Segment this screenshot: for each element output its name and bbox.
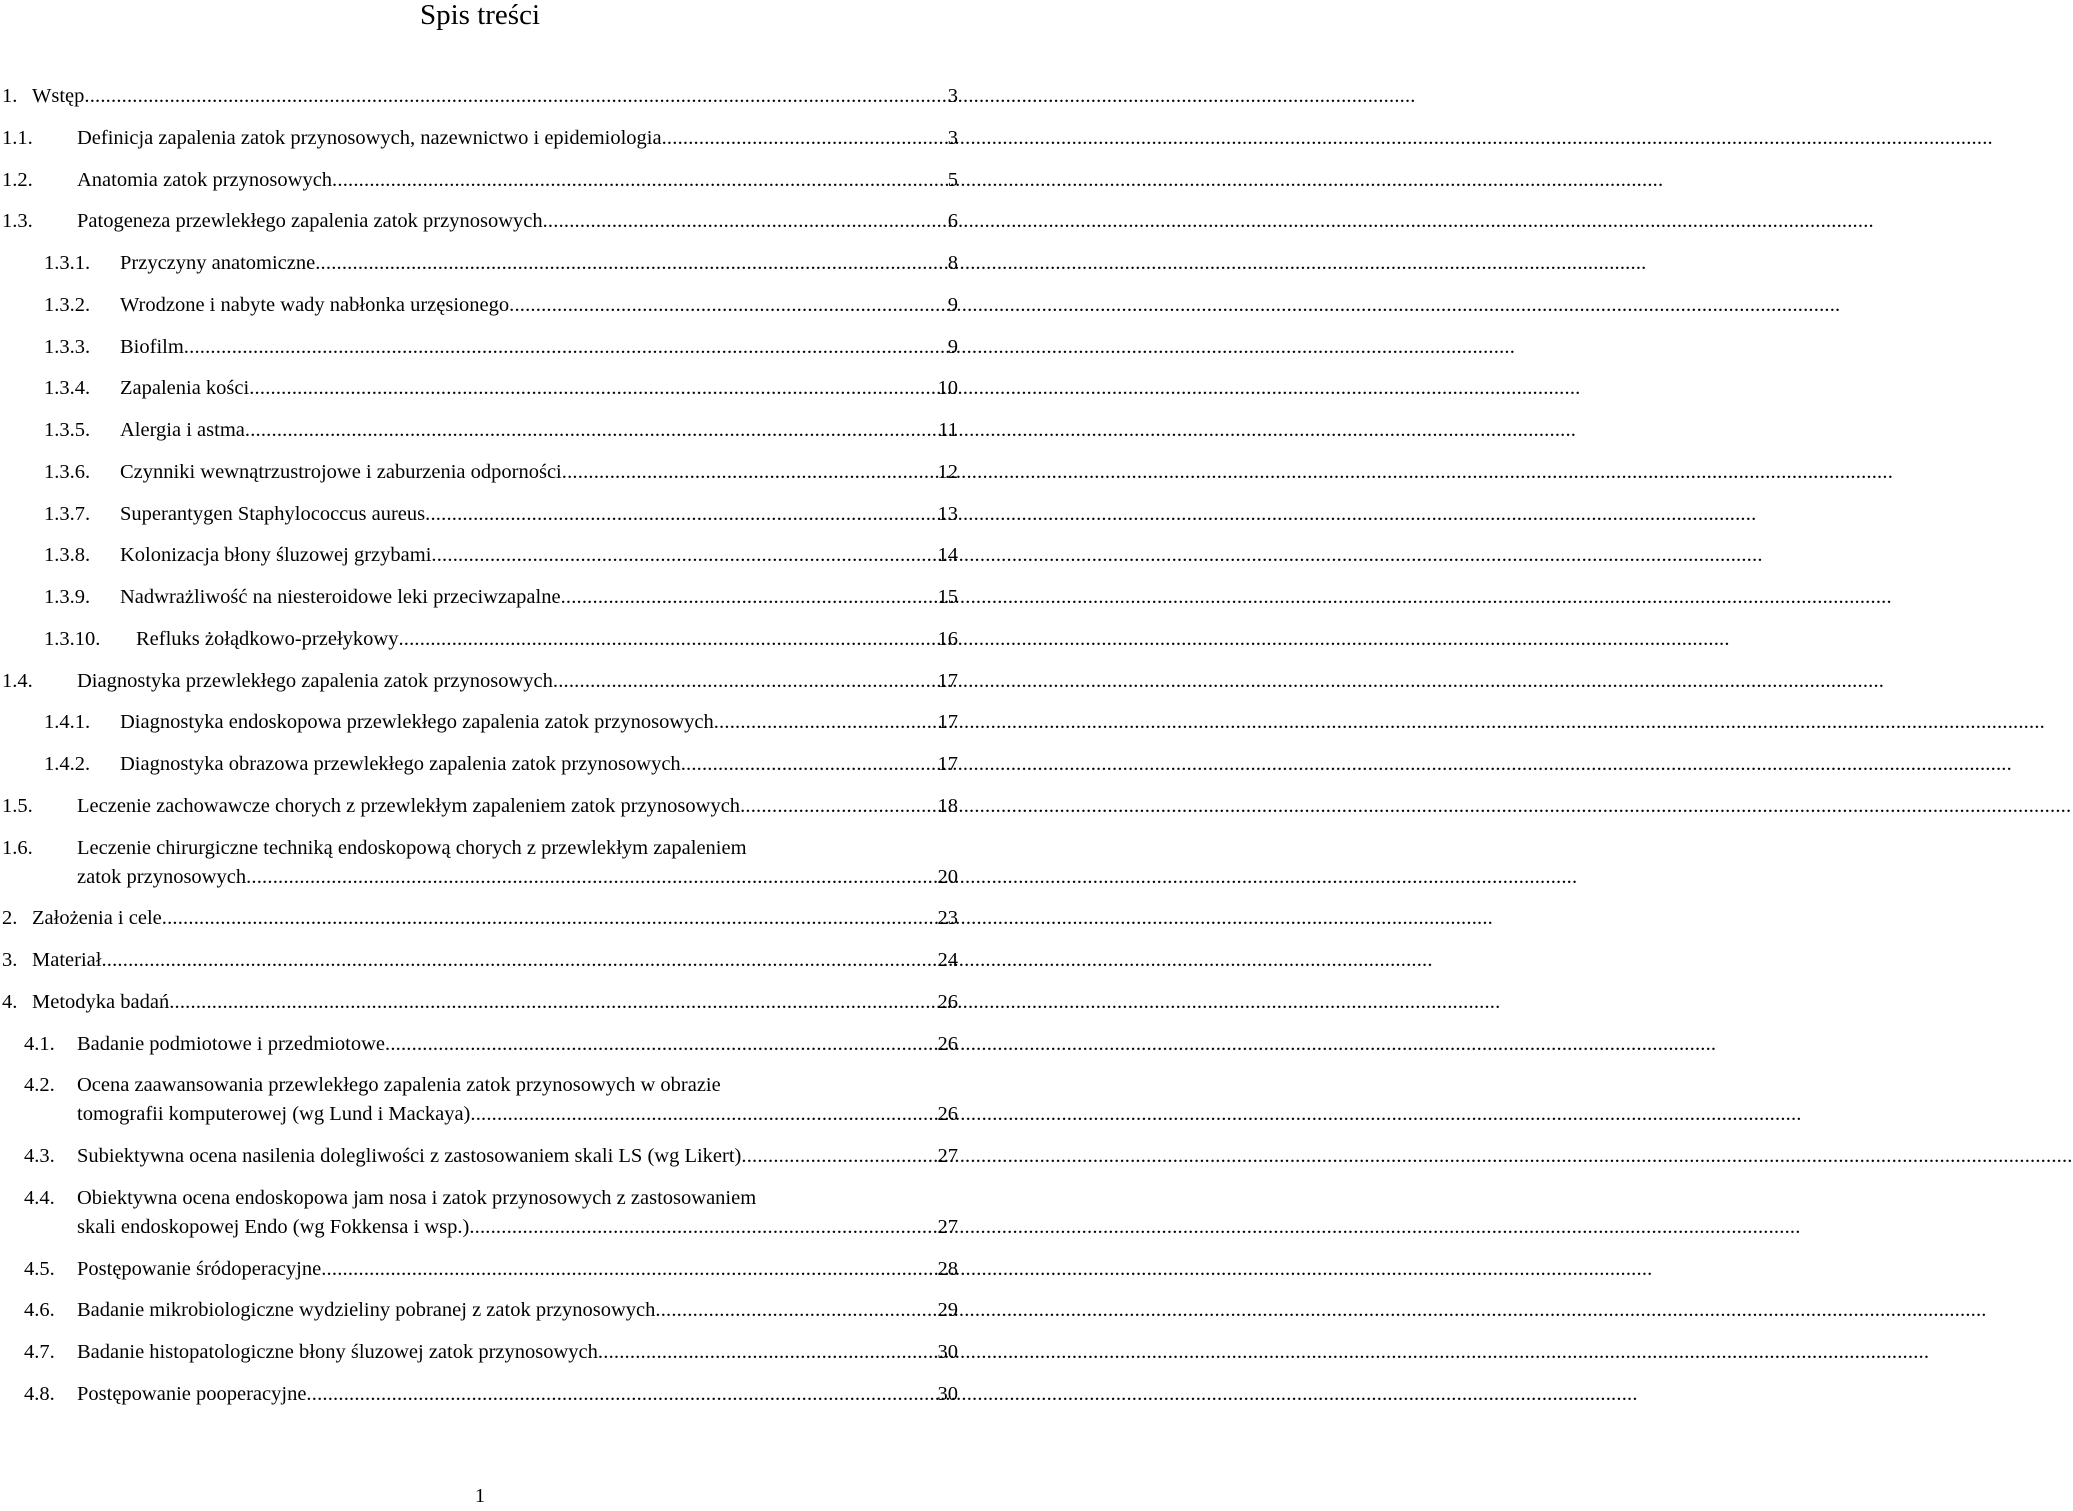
toc-entry-page: 12: [937, 460, 958, 483]
toc-entry-title: tomografii komputerowej (wg Lund i Mackaya): [77, 1103, 471, 1126]
toc-entry-title: Badanie mikrobiologiczne wydzieliny pobranej z zatok przynosowych: [77, 1299, 656, 1322]
toc-entry[interactable]: [0, 249, 958, 278]
dot-leader: [543, 207, 946, 236]
toc-entry-title: Leczenie chirurgiczne techniką endoskopową chorych z przewlekłym zapaleniem: [77, 836, 747, 859]
dot-leader: [655, 1296, 935, 1325]
toc-entry-number: 4.3.: [24, 1145, 55, 1167]
toc-entry-title: Materiał: [32, 949, 102, 971]
toc-entry-page: 14: [937, 544, 958, 567]
toc-entry-number: 1.3.4.: [44, 377, 91, 400]
toc-entry[interactable]: [0, 124, 958, 153]
toc-entry-page: 8: [947, 252, 958, 274]
toc-entry-title: Subiektywna ocena nasilenia dolegliwości z zastosowaniem skali LS (wg Likert): [77, 1145, 742, 1167]
toc-entry-title: Patogeneza przewlekłego zapalenia zatok przynosowych: [77, 210, 543, 233]
toc-entry[interactable]: [0, 1071, 958, 1129]
toc-entry-title: Biofilm: [120, 335, 184, 358]
toc-entry[interactable]: [0, 792, 958, 821]
toc-entry-title: Czynniki wewnątrzustrojowe i zaburzenia odporności: [120, 460, 562, 483]
toc-entry-number: 1.3.2.: [44, 293, 91, 316]
dot-leader: [662, 124, 946, 153]
toc-entry-number: 1.3.3.: [44, 335, 91, 358]
toc-entry-title: Diagnostyka obrazowa przewlekłego zapalenia zatok przynosowych: [120, 753, 681, 775]
toc-entry[interactable]: [0, 988, 958, 1017]
toc-entry-title: Refluks żołądkowo-przełykowy: [136, 627, 399, 650]
dot-leader: [598, 1338, 936, 1367]
toc-entry-number: 4.8.: [24, 1382, 55, 1405]
toc-entry[interactable]: [0, 416, 958, 445]
toc-entry-page: 29: [937, 1299, 958, 1322]
toc-entry[interactable]: [0, 1338, 958, 1367]
toc-entry[interactable]: [0, 207, 958, 236]
toc-entry-title: Anatomia zatok przynosowych: [77, 168, 333, 191]
toc-entry[interactable]: [0, 1142, 958, 1171]
toc-entry-page: 30: [937, 1382, 958, 1405]
dot-leader: [561, 583, 936, 612]
toc-entry-page: 26: [937, 1032, 958, 1055]
dot-leader: [398, 625, 935, 654]
toc-entry[interactable]: [0, 82, 958, 111]
toc-entry[interactable]: [0, 541, 958, 570]
toc-entry-number: 2.: [2, 907, 18, 930]
toc-entry-page: 17: [937, 753, 958, 775]
toc-entry-number: 1.4.: [2, 669, 33, 692]
toc-entry[interactable]: [0, 458, 958, 487]
toc-entry-page: 26: [937, 990, 958, 1013]
dot-leader: [470, 1100, 935, 1129]
toc-entry-page: 11: [938, 419, 958, 441]
toc-entry-page: 17: [937, 669, 958, 692]
toc-entry-number: 4.7.: [24, 1341, 55, 1363]
toc-entry-title: Obiektywna ocena endoskopowa jam nosa i zatok przynosowych z zastosowaniem: [77, 1186, 757, 1209]
toc-entry-page: 13: [937, 502, 958, 525]
toc-entry-number: 4.2.: [24, 1074, 55, 1097]
toc-entry-title: Postępowanie śródoperacyjne: [77, 1257, 322, 1280]
dot-leader: [315, 249, 946, 278]
toc-entry-number: 1.3.1.: [44, 252, 91, 274]
toc-entry[interactable]: [0, 333, 958, 362]
table-of-contents: [0, 82, 958, 1422]
dot-leader: [169, 988, 935, 1017]
toc-entry[interactable]: [0, 1380, 958, 1409]
toc-entry-page: 23: [937, 907, 958, 930]
dot-leader: [162, 904, 936, 933]
toc-entry-number: 1.4.2.: [44, 753, 91, 775]
toc-entry-title: Nadwrażliwość na niesteroidowe leki przeciwzapalne: [120, 586, 561, 608]
dot-leader: [469, 1213, 935, 1242]
toc-entry-title: Diagnostyka przewlekłego zapalenia zatok przynosowych: [77, 669, 553, 692]
toc-entry-number: 4.5.: [24, 1257, 55, 1280]
toc-entry-title: Metodyka badań: [32, 990, 170, 1013]
dot-leader: [740, 792, 935, 821]
toc-entry-title: Przyczyny anatomiczne: [120, 252, 316, 274]
toc-entry[interactable]: [0, 708, 958, 737]
toc-entry-page: 27: [937, 1145, 958, 1167]
toc-entry-page: 26: [937, 1103, 958, 1126]
toc-entry[interactable]: [0, 946, 958, 975]
toc-entry[interactable]: [0, 291, 958, 320]
toc-entry[interactable]: [0, 500, 958, 529]
toc-entry-title: skali endoskopowej Endo (wg Fokkensa i wsp.): [77, 1215, 470, 1238]
toc-entry-number: 1.3.8.: [44, 544, 91, 567]
toc-entry-page: 6: [947, 210, 958, 233]
toc-entry-title: Postępowanie pooperacyjne: [77, 1382, 307, 1405]
toc-entry-page: 3: [947, 85, 958, 107]
toc-entry-number: 4.4.: [24, 1186, 55, 1209]
toc-entry-title: Alergia i astma: [120, 419, 245, 441]
toc-entry-page: 9: [947, 293, 958, 316]
toc-entry-title: Definicja zapalenia zatok przynosowych, nazewnictwo i epidemiologia: [77, 126, 662, 149]
toc-entry-number: 1.: [2, 85, 18, 107]
dot-leader: [84, 82, 945, 111]
toc-entry-number: 3.: [2, 949, 18, 971]
toc-entry-number: 1.3.10.: [44, 627, 101, 650]
toc-entry-title: Superantygen Staphylococcus aureus: [120, 502, 426, 525]
toc-entry-page: 16: [937, 627, 958, 650]
dot-leader: [681, 750, 936, 779]
toc-entry-number: 1.1.: [2, 126, 33, 149]
page-title: Spis treści: [419, 0, 541, 31]
toc-entry-page: 20: [937, 865, 958, 888]
toc-entry-page: 17: [937, 711, 958, 734]
toc-entry-number: 1.2.: [2, 168, 33, 191]
toc-entry-page: 10: [937, 377, 958, 400]
toc-entry-page: 27: [937, 1215, 958, 1238]
toc-entry[interactable]: [0, 166, 958, 195]
dot-leader: [425, 500, 935, 529]
toc-entry-page: 15: [937, 586, 958, 608]
dot-leader: [431, 541, 935, 570]
dot-leader: [553, 667, 936, 696]
toc-entry[interactable]: [0, 904, 958, 933]
toc-entry-title: Wrodzone i nabyte wady nabłonka urzęsionego: [120, 293, 510, 316]
toc-entry[interactable]: [0, 625, 958, 654]
toc-entry-title: Założenia i cele: [32, 907, 162, 930]
toc-entry[interactable]: [0, 667, 958, 696]
dot-leader: [509, 291, 946, 320]
toc-entry-title: Ocena zaawansowania przewlekłego zapalenia zatok przynosowych w obrazie: [77, 1074, 721, 1097]
toc-entry-title: Wstęp: [32, 85, 85, 107]
dot-leader: [306, 1380, 935, 1409]
toc-entry-title: Badanie histopatologiczne błony śluzowej zatok przynosowych: [77, 1341, 598, 1363]
dot-leader: [332, 166, 946, 195]
toc-entry-number: 1.3.6.: [44, 460, 91, 483]
toc-entry-title: Badanie podmiotowe i przedmiotowe: [77, 1032, 385, 1055]
toc-entry[interactable]: [0, 1255, 958, 1284]
dot-leader: [246, 863, 935, 892]
dot-leader: [249, 374, 935, 403]
toc-entry-number: 4.: [2, 990, 18, 1013]
dot-leader: [245, 416, 936, 445]
dot-leader: [714, 708, 936, 737]
toc-entry-title: Leczenie zachowawcze chorych z przewlekłym zapaleniem zatok przynosowych: [77, 794, 741, 817]
toc-entry-number: 1.3.9.: [44, 586, 91, 608]
toc-entry-number: 1.3.5.: [44, 419, 91, 441]
toc-entry-number: 4.6.: [24, 1299, 55, 1322]
toc-entry[interactable]: [0, 834, 958, 892]
toc-entry-number: 1.4.1.: [44, 711, 91, 734]
toc-entry-page: 3: [947, 126, 958, 149]
toc-entry-number: 4.1.: [24, 1032, 55, 1055]
toc-entry-page: 28: [937, 1257, 958, 1280]
toc-entry[interactable]: [0, 750, 958, 779]
dot-leader: [321, 1255, 935, 1284]
toc-entry-title: Zapalenia kości: [120, 377, 250, 400]
toc-entry[interactable]: [0, 583, 958, 612]
dot-leader: [385, 1030, 936, 1059]
toc-entry-number: 1.5.: [2, 794, 33, 817]
toc-entry[interactable]: [0, 1296, 958, 1325]
toc-entry-page: 30: [937, 1341, 958, 1363]
toc-entry-title: zatok przynosowych: [77, 865, 247, 888]
toc-entry-number: 1.3.7.: [44, 502, 91, 525]
page-number: 1: [474, 1485, 486, 1507]
dot-leader: [101, 946, 935, 975]
toc-entry-page: 5: [947, 168, 958, 191]
dot-leader: [184, 333, 946, 362]
toc-entry-title: Kolonizacja błony śluzowej grzybami: [120, 544, 432, 567]
toc-entry-number: 1.3.: [2, 210, 33, 233]
dot-leader: [741, 1142, 935, 1171]
toc-entry[interactable]: [0, 1184, 958, 1242]
toc-entry-page: 18: [937, 794, 958, 817]
toc-entry-title: Diagnostyka endoskopowa przewlekłego zapalenia zatok przynosowych: [120, 711, 714, 734]
toc-entry-number: 1.6.: [2, 836, 33, 859]
toc-entry[interactable]: [0, 374, 958, 403]
dot-leader: [562, 458, 936, 487]
toc-entry-page: 24: [937, 949, 958, 971]
toc-entry-page: 9: [947, 335, 958, 358]
toc-entry[interactable]: [0, 1030, 958, 1059]
